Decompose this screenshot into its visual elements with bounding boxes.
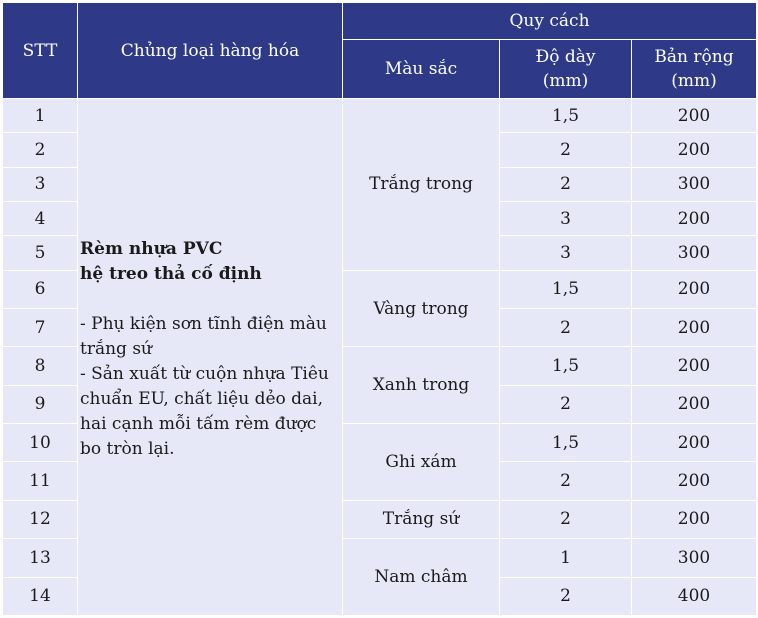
width-cell: 200 [632,385,757,423]
color-cell: Ghi xám [343,424,500,501]
width-cell: 200 [632,500,757,538]
product-detail-line: trắng sứ [80,339,153,359]
header-product-type: Chủng loại hàng hóa [78,3,343,99]
product-title [80,237,336,287]
width-cell: 200 [632,462,757,500]
row-number: 13 [3,539,78,577]
thickness-cell: 3 [500,201,632,235]
thickness-cell: 1,5 [500,424,632,462]
header-thickness-label: Độ dày [535,47,596,67]
row-number: 11 [3,462,78,500]
row-number: 10 [3,424,78,462]
spec-table [2,2,757,616]
header-specification: Quy cách [343,3,757,40]
product-details [80,312,336,462]
thickness-cell: 2 [500,385,632,423]
color-cell: Trắng sứ [343,500,500,538]
product-title-line: hệ treo thả cố định [80,264,262,284]
row-number: 6 [3,270,78,308]
color-cell: Vàng trong [343,270,500,347]
product-detail-line: hai cạnh mỗi tấm rèm được [80,414,317,434]
row-number: 4 [3,201,78,235]
header-width-unit: (mm) [671,71,717,91]
width-cell: 200 [632,270,757,308]
header-width-label: Bản rộng [654,47,734,67]
width-cell: 300 [632,167,757,201]
product-detail-line: - Phụ kiện sơn tĩnh điện màu [80,314,327,334]
product-detail-line: chuẩn EU, chất liệu dẻo dai, [80,389,324,409]
product-title-line: Rèm nhựa PVC [80,239,223,259]
color-cell: Xanh trong [343,347,500,424]
thickness-cell: 3 [500,236,632,270]
width-cell: 200 [632,99,757,133]
width-cell: 400 [632,577,757,615]
thickness-cell: 2 [500,133,632,167]
thickness-cell: 2 [500,309,632,347]
thickness-cell: 1,5 [500,99,632,133]
header-thickness-unit: (mm) [542,71,589,91]
product-detail-line: - Sản xuất từ cuộn nhựa Tiêu [80,364,329,384]
thickness-cell: 2 [500,500,632,538]
color-cell: Trắng trong [343,99,500,271]
color-cell: Nam châm [343,539,500,616]
row-number: 14 [3,577,78,615]
table-row [3,99,757,133]
width-cell: 200 [632,309,757,347]
row-number: 2 [3,133,78,167]
row-number: 1 [3,99,78,133]
header-stt: STT [3,3,78,99]
row-number: 7 [3,309,78,347]
product-detail-line: bo tròn lại. [80,439,175,459]
header-color: Màu sắc [343,40,500,99]
width-cell: 300 [632,539,757,577]
width-cell: 200 [632,424,757,462]
thickness-cell: 1,5 [500,270,632,308]
width-cell: 300 [632,236,757,270]
row-number: 12 [3,500,78,538]
width-cell: 200 [632,347,757,385]
row-number: 9 [3,385,78,423]
row-number: 3 [3,167,78,201]
thickness-cell: 1 [500,539,632,577]
width-cell: 200 [632,201,757,235]
header-thickness [500,40,632,99]
product-description [78,99,343,616]
width-cell: 200 [632,133,757,167]
thickness-cell: 2 [500,577,632,615]
thickness-cell: 1,5 [500,347,632,385]
header-width [632,40,757,99]
thickness-cell: 2 [500,167,632,201]
thickness-cell: 2 [500,462,632,500]
row-number: 8 [3,347,78,385]
row-number: 5 [3,236,78,270]
